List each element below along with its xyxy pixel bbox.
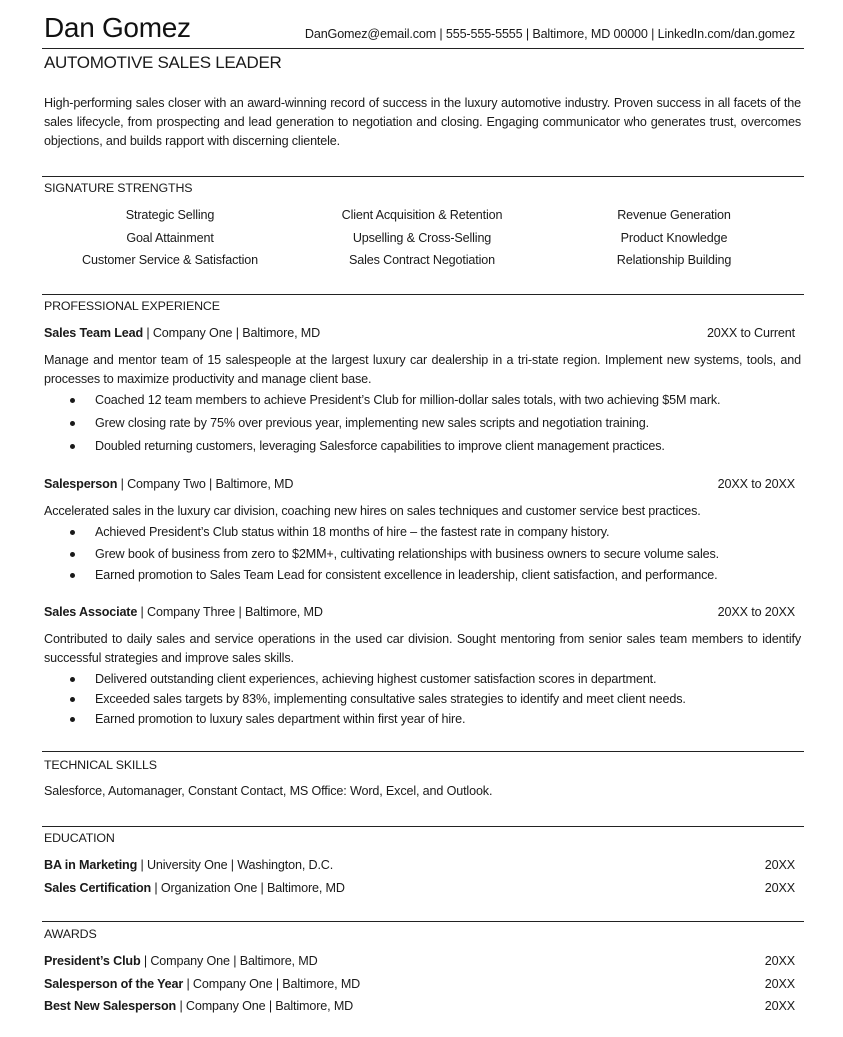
job-details: | Company One | Baltimore, MD (143, 326, 321, 340)
job-summary: Accelerated sales in the luxury car division, coaching new hires on sales techniques and customer service best practices. (44, 504, 701, 518)
skills-text: Salesforce, Automanager, Constant Contact, MS Office: Word, Excel, and Outlook. (44, 784, 493, 798)
list-item: Coached 12 team members to achieve President’s Club for million-dollar sales totals, with two achieving $5M mark. (44, 391, 801, 410)
job-role: Sales Team Lead (44, 326, 144, 340)
divider (42, 751, 804, 752)
year: 20XX (764, 858, 795, 872)
award-details: | Company One | Baltimore, MD (140, 954, 318, 968)
degree: BA in Marketing (44, 858, 138, 872)
award-item (44, 952, 801, 970)
job-dates: 20XX to 20XX (717, 605, 795, 619)
summary: High-performing sales closer with an award-winning record of success in the luxury automotive industry. Proven success in all facets of the sales lifecycle, from prospecting and lead generation to negotiation and closing. Engaging communicator who generates trust, overcomes objections, and builds rapport with discerning clientele. (44, 96, 801, 148)
awards-list (44, 952, 801, 1020)
institution: | University One | Washington, D.C. (137, 858, 334, 872)
strength-item: Strategic Selling (125, 208, 215, 222)
strength-item: Revenue Generation (617, 208, 731, 222)
divider (42, 48, 804, 49)
job-dates: 20XX to 20XX (717, 477, 795, 491)
institution: | Organization One | Baltimore, MD (151, 880, 345, 895)
award-title: President’s Club (44, 954, 141, 968)
list-item: Doubled returning customers, leveraging Salesforce capabilities to improve client management practices. (44, 437, 801, 456)
list-item: Achieved President’s Club status within 18 months of hire – the fastest rate in company history. (44, 523, 801, 542)
strength-item: Product Knowledge (620, 230, 728, 245)
job-summary: Contributed to daily sales and service operations in the used car division. Sought mentoring from senior sales team members to identify successful strategies and improve sales skills. (44, 632, 801, 665)
strength-item: Sales Contract Negotiation (349, 253, 495, 267)
award-details: | Company One | Baltimore, MD (176, 999, 354, 1013)
job-role: Sales Associate (44, 605, 138, 619)
job-details: | Company Two | Baltimore, MD (117, 477, 294, 491)
list-item: Grew closing rate by 75% over previous year, implementing new sales scripts and negotiation training. (44, 414, 801, 433)
strength-item: Upselling & Cross-Selling (352, 230, 492, 245)
list-item: Grew book of business from zero to $2MM+, cultivating relationships with business owners to secure volume sales. (44, 545, 801, 564)
year: 20XX (764, 880, 795, 895)
job-summary: Manage and mentor team of 15 salespeople at the largest luxury car dealership in a tri-state region. Implement new systems, tools, and processes to maximize productivity and manage client base. (44, 353, 801, 386)
job-entry (44, 324, 801, 460)
section-heading-awards: AWARDS (44, 927, 97, 941)
strengths-grid (44, 206, 801, 270)
education-list (44, 856, 801, 901)
section-heading-education: EDUCATION (44, 831, 115, 845)
education-item (44, 856, 801, 874)
divider (42, 176, 804, 177)
list-item: Earned promotion to Sales Team Lead for consistent excellence in leadership, client satisfaction, and performance. (44, 566, 801, 585)
degree: Sales Certification (44, 880, 152, 895)
award-item (44, 997, 801, 1015)
strength-item: Goal Attainment (126, 230, 214, 245)
education-item (44, 879, 801, 897)
list-item: Earned promotion to luxury sales department within first year of hire. (44, 710, 801, 729)
strength-item: Customer Service & Satisfaction (82, 253, 258, 267)
section-heading-skills: TECHNICAL SKILLS (44, 758, 157, 772)
year: 20XX (764, 999, 795, 1013)
list-item: Exceeded sales targets by 83%, implementing consultative sales strategies to identify and meet client needs. (44, 690, 801, 709)
strength-item: Relationship Building (616, 253, 732, 267)
candidate-name: Dan Gomez (44, 12, 191, 43)
divider (42, 826, 804, 827)
job-entry (44, 475, 801, 588)
divider (42, 294, 804, 295)
job-dates: 20XX to Current (706, 326, 795, 340)
contact-info: DanGomez@email.com | 555-555-5555 | Baltimore, MD 00000 | LinkedIn.com/dan.gomez (304, 27, 795, 41)
award-details: | Company One | Baltimore, MD (183, 976, 361, 991)
award-item (44, 975, 801, 993)
year: 20XX (764, 954, 795, 968)
job-entry (44, 603, 801, 730)
year: 20XX (764, 976, 795, 991)
professional-title: AUTOMOTIVE SALES LEADER (44, 53, 282, 72)
strength-item: Client Acquisition & Retention (341, 208, 503, 222)
list-item: Delivered outstanding client experiences, achieving highest customer satisfaction scores in department. (44, 670, 801, 689)
job-details: | Company Three | Baltimore, MD (137, 605, 323, 619)
section-heading-strengths: SIGNATURE STRENGTHS (44, 181, 193, 195)
job-role: Salesperson (44, 477, 118, 491)
section-heading-experience: PROFESSIONAL EXPERIENCE (44, 299, 220, 313)
award-title: Best New Salesperson (44, 999, 177, 1013)
award-title: Salesperson of the Year (44, 976, 184, 991)
divider (42, 921, 804, 922)
